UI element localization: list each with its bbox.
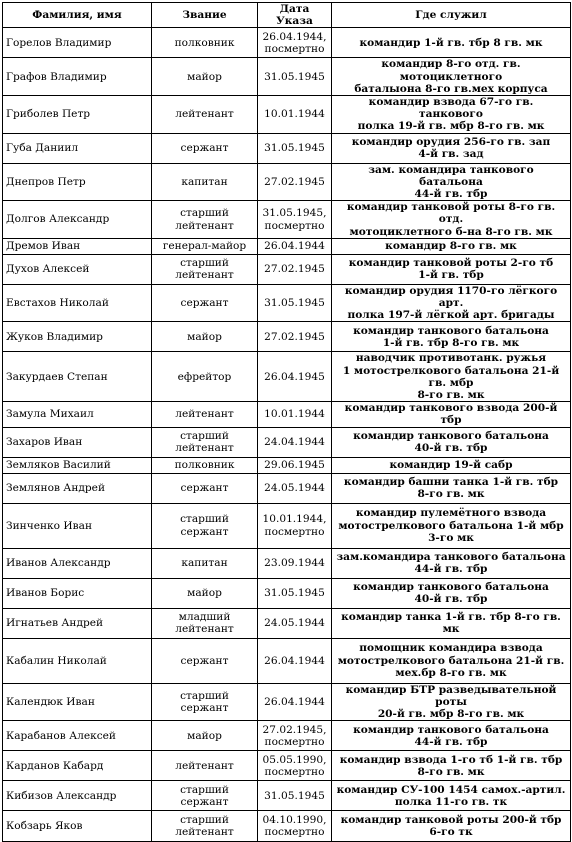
cell-rank: полковник (152, 457, 258, 473)
table-row (3, 457, 571, 473)
cell-decree-date: 05.05.1990, посмертно (258, 751, 332, 781)
cell-service: командир танкового батальона 40-й гв. тбр (332, 427, 571, 457)
cell-decree-date: 23.09.1944 (258, 548, 332, 578)
cell-rank: лейтенант (152, 402, 258, 427)
cell-decree-date: 27.02.1945 (258, 254, 332, 284)
cell-decree-date: 26.04.1944, посмертно (258, 28, 332, 58)
cell-name: Гриболев Петр (3, 96, 152, 134)
cell-service: командир СУ-100 1454 самох.-артил. полка 11-го гв. тк (332, 781, 571, 811)
cell-name: Жуков Владимир (3, 322, 152, 352)
cell-rank: полковник (152, 28, 258, 58)
cell-rank: старший сержант (152, 503, 258, 548)
cell-decree-date: 26.04.1944 (258, 638, 332, 683)
cell-name: Карданов Кабард (3, 751, 152, 781)
cell-rank: старший лейтенант (152, 811, 258, 842)
table-row (3, 683, 571, 721)
table-row (3, 96, 571, 134)
cell-name: Губа Даниил (3, 133, 152, 163)
table-row (3, 284, 571, 322)
cell-service: командир 1-й гв. тбр 8 гв. мк (332, 28, 571, 58)
cell-name: Иванов Борис (3, 578, 152, 608)
cell-decree-date: 27.02.1945 (258, 322, 332, 352)
cell-decree-date: 31.05.1945 (258, 58, 332, 96)
cell-service: командир орудия 1170-го лёгкого арт. полка 197-й лёгкой арт. бригады (332, 284, 571, 322)
cell-rank: старший сержант (152, 683, 258, 721)
cell-name: Дремов Иван (3, 238, 152, 254)
table-row (3, 548, 571, 578)
cell-service: командир взвода 1-го тб 1-й гв. тбр 8-го гв. мк (332, 751, 571, 781)
cell-name: Евстахов Николай (3, 284, 152, 322)
cell-service: командир пулемётного взвода мотострелкового батальона 1-й мбр 3-го мк (332, 503, 571, 548)
awardees-table (2, 2, 571, 842)
column-header-name: Фамилия, имя (3, 3, 152, 28)
column-header-rank: Звание (152, 3, 258, 28)
cell-rank: лейтенант (152, 96, 258, 134)
table-row (3, 238, 571, 254)
cell-rank: майор (152, 578, 258, 608)
cell-service: командир 8-го гв. мк (332, 238, 571, 254)
cell-rank: старший лейтенант (152, 254, 258, 284)
cell-name: Землянов Андрей (3, 473, 152, 503)
cell-service: наводчик противотанк. ружья 1 мотострелкового батальона 21-й гв. мбр 8-го гв. мк (332, 352, 571, 402)
cell-name: Кобзарь Яков (3, 811, 152, 842)
cell-decree-date: 27.02.1945 (258, 163, 332, 201)
cell-decree-date: 31.05.1945 (258, 781, 332, 811)
table-row (3, 254, 571, 284)
cell-rank: капитан (152, 163, 258, 201)
cell-service: командир 8-го отд. гв. мотоциклетного баталыона 8-го гв.мех корпуса (332, 58, 571, 96)
cell-decree-date: 27.02.1945, посмертно (258, 721, 332, 751)
cell-decree-date: 26.04.1945 (258, 352, 332, 402)
cell-decree-date: 04.10.1990, посмертно (258, 811, 332, 842)
cell-decree-date: 31.05.1945 (258, 284, 332, 322)
cell-decree-date: 10.01.1944 (258, 402, 332, 427)
table-row (3, 58, 571, 96)
cell-decree-date: 31.05.1945 (258, 578, 332, 608)
table-row (3, 578, 571, 608)
table-row (3, 721, 571, 751)
table-row (3, 322, 571, 352)
cell-name: Зинченко Иван (3, 503, 152, 548)
cell-name: Захаров Иван (3, 427, 152, 457)
table-row (3, 473, 571, 503)
cell-service: командир танкового батальона 1-й гв. тбр 8-го гв. мк (332, 322, 571, 352)
cell-rank: старший лейтенант (152, 427, 258, 457)
cell-rank: сержант (152, 133, 258, 163)
cell-name: Карабанов Алексей (3, 721, 152, 751)
cell-service: помощник командира взвода мотострелкового батальона 21-й гв. мех.бр 8-го гв. мк (332, 638, 571, 683)
cell-rank: лейтенант (152, 751, 258, 781)
cell-name: Графов Владимир (3, 58, 152, 96)
cell-decree-date: 31.05.1945, посмертно (258, 201, 332, 239)
cell-name: Календюк Иван (3, 683, 152, 721)
cell-rank: майор (152, 58, 258, 96)
column-header-decree-date: Дата Указа (258, 3, 332, 28)
cell-decree-date: 10.01.1944, посмертно (258, 503, 332, 548)
cell-service: командир танковой роты 8-го гв. отд. мотоциклетного б-на 8-го гв. мк (332, 201, 571, 239)
cell-service: зам. командира танкового батальона 44-й гв. тбр (332, 163, 571, 201)
cell-rank: майор (152, 322, 258, 352)
cell-rank: генерал-майор (152, 238, 258, 254)
cell-name: Замула Михаил (3, 402, 152, 427)
table-row (3, 28, 571, 58)
cell-name: Кибизов Александр (3, 781, 152, 811)
cell-name: Игнатьев Андрей (3, 608, 152, 638)
cell-decree-date: 24.04.1944 (258, 427, 332, 457)
cell-rank: сержант (152, 473, 258, 503)
cell-service: командир танкового батальона 40-й гв. тбр (332, 578, 571, 608)
cell-name: Иванов Александр (3, 548, 152, 578)
cell-name: Днепров Петр (3, 163, 152, 201)
cell-rank: сержант (152, 284, 258, 322)
cell-name: Долгов Александр (3, 201, 152, 239)
cell-rank: младший лейтенант (152, 608, 258, 638)
cell-service: командир орудия 256-го гв. зап 4-й гв. зад (332, 133, 571, 163)
table-row (3, 133, 571, 163)
table-header-row (3, 3, 571, 28)
cell-service: командир танка 1-й гв. тбр 8-го гв. мк (332, 608, 571, 638)
cell-service: командир танкового взвода 200-й тбр (332, 402, 571, 427)
cell-service: командир взвода 67-го гв. танкового полка 19-й гв. мбр 8-го гв. мк (332, 96, 571, 134)
table-row (3, 751, 571, 781)
cell-rank: майор (152, 721, 258, 751)
cell-decree-date: 31.05.1945 (258, 133, 332, 163)
column-header-service: Где служил (332, 3, 571, 28)
cell-rank: капитан (152, 548, 258, 578)
table-row (3, 811, 571, 842)
cell-decree-date: 26.04.1944 (258, 238, 332, 254)
cell-decree-date: 26.04.1944 (258, 683, 332, 721)
cell-decree-date: 24.05.1944 (258, 473, 332, 503)
table-row (3, 781, 571, 811)
cell-decree-date: 24.05.1944 (258, 608, 332, 638)
cell-name: Земляков Василий (3, 457, 152, 473)
cell-service: командир БТР разведывательной роты 20-й гв. мбр 8-го гв. мк (332, 683, 571, 721)
table-row (3, 503, 571, 548)
table-row (3, 201, 571, 239)
cell-service: зам.командира танкового батальона 44-й гв. тбр (332, 548, 571, 578)
table-row (3, 427, 571, 457)
cell-service: командир 19-й сабр (332, 457, 571, 473)
cell-service: командир башни танка 1-й гв. тбр 8-го гв. мк (332, 473, 571, 503)
cell-name: Закурдаев Степан (3, 352, 152, 402)
cell-rank: старший лейтенант (152, 201, 258, 239)
table-row (3, 352, 571, 402)
cell-decree-date: 29.06.1945 (258, 457, 332, 473)
table-row (3, 163, 571, 201)
cell-decree-date: 10.01.1944 (258, 96, 332, 134)
cell-name: Кабалин Николай (3, 638, 152, 683)
table-row (3, 402, 571, 427)
cell-name: Духов Алексей (3, 254, 152, 284)
cell-rank: сержант (152, 638, 258, 683)
cell-service: командир танкового батальона 44-й гв. тбр (332, 721, 571, 751)
cell-rank: ефрейтор (152, 352, 258, 402)
table-row (3, 608, 571, 638)
cell-rank: старший сержант (152, 781, 258, 811)
cell-service: командир танковой роты 2-го тб 1-й гв. тбр (332, 254, 571, 284)
table-row (3, 638, 571, 683)
cell-name: Горелов Владимир (3, 28, 152, 58)
cell-service: командир танковой роты 200-й тбр 6-го тк (332, 811, 571, 842)
